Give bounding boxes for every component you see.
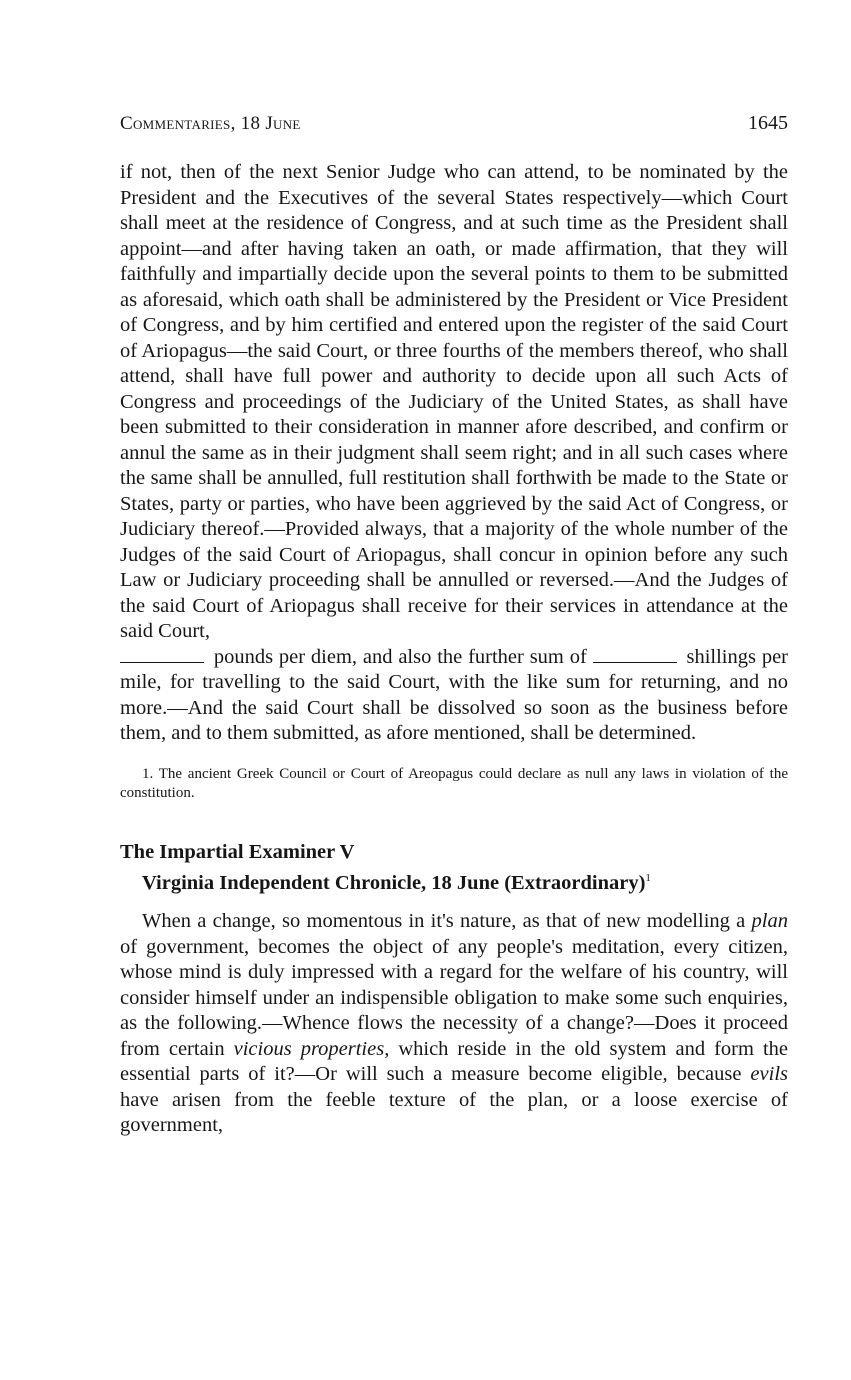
section-title: The Impartial Examiner V (120, 840, 355, 863)
emphasis-evils: evils (750, 1063, 788, 1086)
emphasis-vicious-properties: vicious properties, (233, 1037, 390, 1060)
blank-line-shillings (593, 661, 677, 663)
page-number: 1645 (748, 112, 788, 134)
body-paragraph-2 (120, 909, 788, 1139)
paragraph-1-text-c: shillings per mile, for travelling to the said Court, with the like sum for returning, and no more.—And the said Court shall be dissolved so soon as the business before them, and to them submitted, as afore mentioned, shall be determined. (120, 645, 788, 744)
footnote-text: The ancient Greek Council or Court of Areopagus could declare as null any laws in violation of the constitution. (120, 765, 788, 801)
section-subtitle-text: Virginia Independent Chronicle, 18 June (Extraordinary) (142, 871, 646, 894)
running-head-title: Commentaries, 18 June (120, 113, 301, 134)
emphasis-plan: plan (751, 910, 788, 933)
paragraph-1-text-a: if not, then of the next Senior Judge who can attend, to be nominated by the President and the Executives of the several States respectively—which Court shall meet at the residence of Congress, and at such time as the President shall appoint—and after having taken an oath, or made affirmation, that they will faithfully and impartially decide upon the several points to them to be submitted as aforesaid, which oath shall be administered by the President or Vice President of Congress, and by him certified and entered upon the register of the said Court of Ariopagus—the said Court, or three fourths of the members thereof, who shall attend, shall have full power and authority to decide upon all such Acts of Congress and proceedings of the Judiciary of the United States, as shall have been submitted to their consideration in manner afore described, and confirm or annul the same as in their judgment shall seem right; and in all such cases where the same shall be annulled, full restitution shall forthwith be made to the State or States, party or parties, who have been aggrieved by the said Act of Congress, or Judiciary thereof.—Provided always, that a majority of the whole number of the Judges of the said Court of Ariopagus, shall concur in opinion before any such Law or Judiciary proceeding shall be annulled or reversed.—And the Judges of the said Court of Ariopagus shall receive for their services in attendance at the said Court, (120, 161, 788, 642)
section-subtitle (120, 865, 788, 896)
paragraph-1-text-b: pounds per diem, and also the further sum of (213, 645, 587, 668)
body-paragraph-1 (120, 160, 788, 747)
blank-line-pounds (120, 661, 204, 663)
section-heading (120, 839, 788, 896)
paragraph-2-text-d: have arisen from the feeble texture of the plan, or a loose exercise of government, (120, 1088, 788, 1137)
document-page (120, 112, 788, 1139)
paragraph-2-text-b: of government, becomes the object of any people's meditation, every citizen, whose mind is duly impressed with a regard for the welfare of his country, will consider himself under an indispensible obligation to make some such enquiries, as the following.—Whence flows the necessity of a change?—Does it proceed from certain (120, 935, 788, 1060)
footnote-number: 1. (142, 765, 154, 782)
paragraph-2-text-a: When a change, so momentous in it's nature, as that of new modelling a (142, 910, 746, 933)
paragraph-2-text-c: which reside in the old system and form the essential parts of it?—Or will such a measure become eligible, because (120, 1037, 788, 1086)
footnote (120, 765, 788, 803)
running-head (120, 112, 788, 140)
footnote-marker: 1 (645, 871, 651, 884)
